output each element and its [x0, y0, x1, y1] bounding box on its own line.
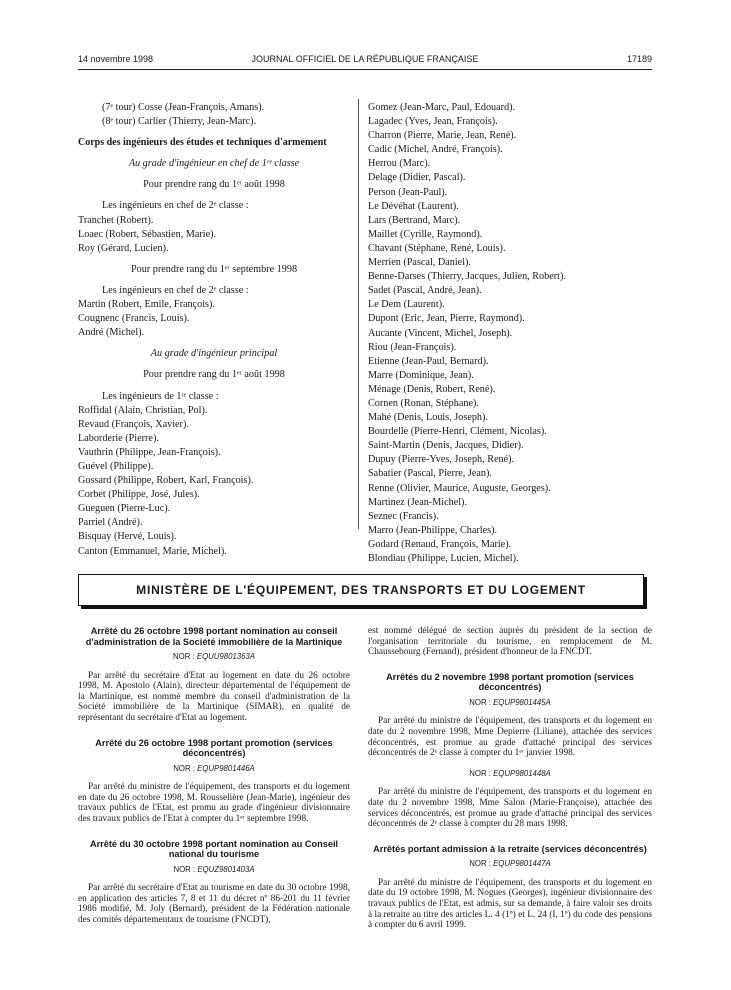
left-column	[78, 101, 350, 559]
arrete-block	[78, 839, 350, 926]
arrete-text: Par arrêté du secrétaire d'Etat au tourisme en date du 30 octobre 1998, en application des articles 7, 8 et 11 du décret nº 86-201 du 11 février 1986 modifié, M. Joly (Bernard), président de la Fédération nationale des comités départementaux de tourisme (FNCDT),	[78, 883, 350, 925]
nor-code: EQUP9801448A	[493, 768, 551, 778]
list-item: Sadet (Pascal, André, Jean).	[368, 285, 482, 297]
grade-heading: Au grade d'ingénieur en chef de 1ʳᵉ classe	[128, 158, 300, 170]
list-item: Bisquay (Hervé, Louis).	[78, 531, 177, 543]
list-item: Le Dem (Laurent).	[368, 299, 445, 311]
list-item: Person (Jean-Paul).	[368, 186, 448, 198]
list-item: Benne-Darses (Thierry, Jacques, Julien, Robert).	[368, 271, 566, 283]
list-item: Gomez (Jean-Marc, Paul, Edouard).	[368, 102, 516, 113]
nor-line	[78, 652, 350, 663]
tour-line: (7ᵉ tour) Cosse (Jean-François, Amans).	[102, 102, 265, 113]
intro-line: Les ingénieurs de 1ʳᵉ classe :	[102, 390, 219, 402]
list-item: Aucante (Vincent, Michel, Joseph).	[368, 327, 513, 339]
arrete-text: Par arrêté du ministre de l'équipement, des transports et du logement en date du 2 novembre 1998, Mme Depierre (Liliane), attachée des services déconcentrés, est promue au grade d'attaché principal des services déconcentrés de 2ᵉ classe à compter du 1ᵉʳ janvier 1998.	[368, 716, 652, 759]
nor-line	[368, 698, 652, 709]
header-rule	[78, 69, 652, 70]
list-item: Saint-Martin (Denis, Jacques, Didier).	[368, 440, 524, 452]
list-item: Herrou (Marc).	[368, 158, 431, 170]
nor-label: NOR :	[173, 652, 195, 661]
list-item: Bourdelle (Pierre-Henri, Clément, Nicolas).	[368, 426, 547, 438]
list-item: Seznec (Francis).	[368, 510, 439, 522]
arrete-text: Par arrêté du ministre de l'équipement, des transports et du logement en date du 19 octobre 1998, M. Nogues (Georges), ingénieur divisionnaire des travaux publics de l'Etat, est admis, sur sa demande, à faire valoir ses droits à la retraite au titre des articles L. 4 (1º) et L. 24 (I, 1º) du code des pensions à compter du 6 avril 1999.	[368, 877, 652, 931]
list-item: Maillet (Cyrille, Raymond).	[368, 228, 483, 240]
tour-line: (8ᵉ tour) Carlier (Thierry, Jean-Marc).	[102, 116, 257, 128]
list-item: Ménage (Denis, Robert, René).	[368, 383, 496, 395]
journal-title: JOURNAL OFFICIEL DE LA RÉPUBLIQUE FRANÇAISE	[251, 54, 479, 64]
list-item: Merrien (Pascal, Daniel).	[368, 257, 471, 269]
list-item: Gueguen (Pierre-Luc).	[78, 503, 171, 515]
list-item: Chavant (Stéphane, René, Louis).	[368, 242, 506, 254]
list-item: Marre (Dominique, Jean).	[368, 369, 474, 381]
list-item: Lars (Bertrand, Marc).	[368, 214, 461, 226]
list-item: Lagadec (Yves, Jean, François).	[368, 116, 498, 128]
intro-line: Les ingénieurs en chef de 2ᵉ classe :	[102, 284, 249, 296]
arrete-block	[78, 626, 350, 724]
page-header	[78, 54, 652, 68]
list-item: Guével (Philippe).	[78, 460, 154, 472]
arrete-title: Arrêté du 30 octobre 1998 portant nomination au Conseil national du tourisme	[89, 838, 339, 860]
list-item: Loaec (Robert, Sébastien, Marie).	[78, 228, 217, 240]
nor-label: NOR :	[469, 697, 491, 707]
list-item: Cornen (Ronan, Stéphane).	[368, 397, 479, 409]
list-item: Martin (Robert, Emile, François).	[78, 299, 215, 311]
list-item: André (Michel).	[78, 327, 145, 339]
list-item: Sabatier (Pascal, Pierre, Jean).	[368, 468, 492, 480]
rang-line: Pour prendre rang du 1ᵉʳ août 1998	[143, 369, 285, 381]
list-item: Renne (Olivier, Maurice, Auguste, Georges).	[368, 482, 551, 494]
arretes-right-column	[368, 626, 652, 931]
intro-line: Les ingénieurs en chef de 2ᵉ classe :	[102, 200, 249, 212]
list-item: Martinez (Jean-Michel).	[368, 496, 467, 508]
arrete-title: Arrêtés du 2 novembre 1998 portant promotion (services déconcentrés)	[386, 671, 634, 693]
list-item: Laborderie (Pierre).	[78, 432, 159, 444]
list-item: Marro (Jean-Philippe, Charles).	[368, 524, 498, 536]
list-item: Godard (Renaud, François, Marie).	[368, 538, 512, 550]
list-item: Blondiau (Philippe, Lucien, Michel).	[368, 553, 519, 564]
nor-line	[368, 769, 652, 780]
list-item: Riou (Jean-François).	[368, 341, 457, 353]
nor-code: EQUP9801445A	[493, 697, 551, 707]
nor-label: NOR :	[469, 859, 491, 869]
nor-code: EQUU9801363A	[196, 652, 255, 661]
ministry-title: MINISTÈRE DE L'ÉQUIPEMENT, DES TRANSPORTS ET DU LOGEMENT	[136, 583, 586, 597]
nor-line	[78, 764, 350, 775]
arretes-left-column	[78, 626, 350, 926]
list-item: Roffidal (Alain, Christian, Pol).	[78, 404, 208, 416]
nor-code: EQUZ9801403A	[197, 864, 255, 874]
list-item: Cougnenc (Francis, Louis).	[78, 313, 190, 325]
list-item: Le Dévéhat (Laurent).	[368, 200, 459, 212]
arrete-text: Par arrêté du secrétaire d'Etat au logement en date du 26 octobre 1998, M. Apostolo (Alain), directeur départemental de l'équipement de la Martinique, est nommé membre du conseil d'administration de la Société immobilière de la Martinique (SIMAR), en qualité de représentant du secrétaire d'Etat au logement.	[78, 670, 350, 723]
list-item: Etienne (Jean-Paul, Bernard).	[368, 355, 489, 367]
page-number: 17189	[626, 54, 652, 64]
grade-heading: Au grade d'ingénieur principal	[150, 348, 278, 360]
nor-line	[368, 859, 652, 870]
nor-code: EQUP9801446A	[197, 763, 255, 773]
list-item: Parriel (André).	[78, 517, 143, 529]
nor-label: NOR :	[173, 763, 195, 773]
list-item: Canton (Emmanuel, Marie, Michel).	[78, 545, 227, 557]
arrete-text: Par arrêté du ministre de l'équipement, des transports et du logement en date du 2 novembre 1998, Mme Salon (Marie-Françoise), attachée des services déconcentrés, est promue au grade d'attaché principal des services déconcentrés de 2ᵉ classe à compter du 28 mars 1998.	[368, 787, 652, 830]
right-column	[368, 101, 652, 566]
issue-date: 14 novembre 1998	[78, 54, 154, 64]
rang-line: Pour prendre rang du 1ᵉʳ août 1998	[143, 179, 285, 191]
nor-label: NOR :	[469, 768, 491, 778]
ministry-banner	[78, 574, 644, 606]
list-item: Tranchet (Robert).	[78, 214, 154, 226]
list-item: Cadic (Michel, André, François).	[368, 144, 503, 156]
nor-code: EQUP9801447A	[493, 859, 551, 869]
rang-line: Pour prendre rang du 1ᵉʳ septembre 1998	[130, 263, 298, 275]
corps-title: Corps des ingénieurs des études et techniques d'armement	[78, 137, 327, 149]
list-item: Vauthrin (Philippe, Jean-François).	[78, 446, 221, 458]
list-item: Gossard (Philippe, Robert, Karl, François).	[78, 475, 254, 487]
arrete-title: Arrêté du 26 octobre 1998 portant nomination au conseil d'administration de la Société immobilière de la Martinique	[85, 626, 343, 647]
list-item: Mahé (Denis, Louis, Joseph).	[368, 412, 488, 424]
nor-label: NOR :	[173, 864, 196, 874]
list-item: Roy (Gérard, Lucien).	[78, 242, 169, 254]
arrete-text: Par arrêté du ministre de l'équipement, des transports et du logement en date du 26 octobre 1998, M. Rousselière (Jean-Marie), ingénieur des travaux publics de l'Etat, est promu au grade d'ingénieur divisionnaire des travaux publics de l'Etat à compter du 1ᵉʳ septembre 1998.	[78, 782, 350, 824]
arrete-block	[78, 738, 350, 825]
list-item: Revaud (François, Xavier).	[78, 418, 189, 430]
list-item: Charron (Pierre, Marie, Jean, René).	[368, 130, 517, 142]
list-item: Corbet (Philippe, José, Jules).	[78, 489, 200, 501]
arrete-title: Arrêtés portant admission à la retraite (services déconcentrés)	[373, 843, 647, 854]
arrete-continuation: est nommé délégué de section auprès du président de la section de l'organisation territoriale du tourisme, en remplacement de M. Chaussebourg (Fernand), président d'honneur de la FNCDT.	[368, 626, 652, 658]
column-divider	[358, 99, 359, 529]
arrete-title: Arrêté du 26 octobre 1998 portant promotion (services déconcentrés)	[95, 737, 333, 759]
list-item: Delage (Didier, Pascal).	[368, 172, 466, 184]
list-item: Dupont (Eric, Jean, Pierre, Raymond).	[368, 313, 525, 325]
nor-line	[78, 865, 350, 876]
list-item: Dupuy (Pierre-Yves, Joseph, René).	[368, 454, 515, 466]
